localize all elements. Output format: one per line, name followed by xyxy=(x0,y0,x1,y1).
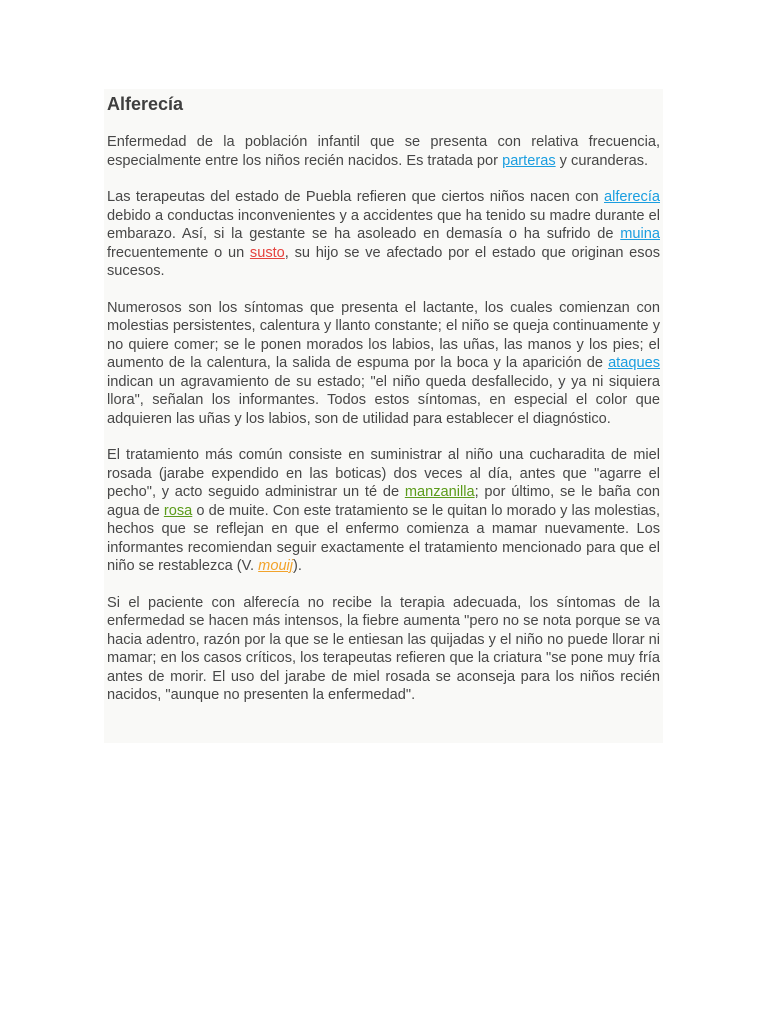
paragraph-text: debido a conductas inconvenientes y a accidentes que ha tenido su madre durante el embarazo. Así, si la gestante se ha asoleado en demasía o ha sufrido de xyxy=(107,207,660,242)
paragraph-text: y curanderas. xyxy=(555,152,649,169)
paragraph-text: o de muite. Con este tratamiento se le quitan lo morado y las molestias, hechos que se reflejan en que el enfermo comienza a mamar nuevamente. Los informantes recomiendan seguir exactamente el tratamiento mencionado para que el niño se restablezca (V. xyxy=(107,502,660,574)
paragraph-text: indican un agravamiento de su estado; "el niño queda desfallecido, y ya ni siquiera llora", señalan los informantes. Todos estos síntomas, en especial el color que adquieren las uñas y los labios, son de utilidad para establecer el diagnóstico. xyxy=(107,373,660,427)
paragraph-text: ). xyxy=(293,558,302,574)
paragraph-text: ; por último, se le baña con agua de xyxy=(107,484,660,519)
article-body xyxy=(107,133,660,723)
paragraph-5 xyxy=(107,594,660,705)
link-alferecia[interactable]: alferecía xyxy=(604,189,660,205)
paragraph-3 xyxy=(107,299,660,429)
paragraph-text: Enfermedad de la población infantil que se presenta con relativa frecuencia, especialmente entre los niños recién nacidos. Es tratada por xyxy=(107,134,660,169)
paragraph-text: Las terapeutas del estado de Puebla refieren que ciertos niños nacen con xyxy=(107,189,605,205)
link-manzanilla[interactable]: manzanilla xyxy=(404,484,475,500)
article-title: Alferecía xyxy=(107,94,184,114)
paragraph-1 xyxy=(107,133,660,170)
link-ataques[interactable]: ataques xyxy=(608,355,660,371)
paragraph-4 xyxy=(107,446,660,576)
paragraph-text: El tratamiento más común consiste en suministrar al niño una cucharadita de miel rosada (jarabe expendido en las boticas) dos veces al día, antes que "agarre el pecho", y acto seguido administrar un té de xyxy=(107,447,660,500)
link-muina[interactable]: muina xyxy=(620,226,660,242)
link-mouij[interactable]: mouij xyxy=(258,558,294,574)
paragraph-text: frecuentemente o un xyxy=(107,244,250,261)
link-parteras[interactable]: parteras xyxy=(502,152,556,169)
paragraph-text: Numerosos son los síntomas que presenta el lactante, los cuales comienzan con molestias persistentes, calentura y llanto constante; el niño se queja continuamente y no quiere comer; se le ponen morados los labios, las uñas, las manos y los pies; el aumento de la calentura, la salida de espuma por la boca y la aparición de xyxy=(107,299,660,371)
link-rosa[interactable]: rosa xyxy=(163,502,193,519)
article-card xyxy=(104,89,663,743)
link-susto[interactable]: susto xyxy=(249,244,285,261)
paragraph-text: Si el paciente con alferecía no recibe la terapia adecuada, los síntomas de la enfermedad se hacen más intensos, la fiebre aumenta "pero no se nota porque se va hacia adentro, razón por la que se le entiesan las quijadas y el niño no puede llorar ni mamar; en los casos críticos, los terapeutas refieren que la criatura "se pone muy fría antes de morir. El uso del jarabe de miel rosada se aconseja para los niños recién nacidos, "aunque no presenten la enfermedad". xyxy=(107,594,660,703)
paragraph-text: , su hijo se ve afectado por el estado que originan esos sucesos. xyxy=(107,244,660,279)
paragraph-2 xyxy=(107,188,660,281)
